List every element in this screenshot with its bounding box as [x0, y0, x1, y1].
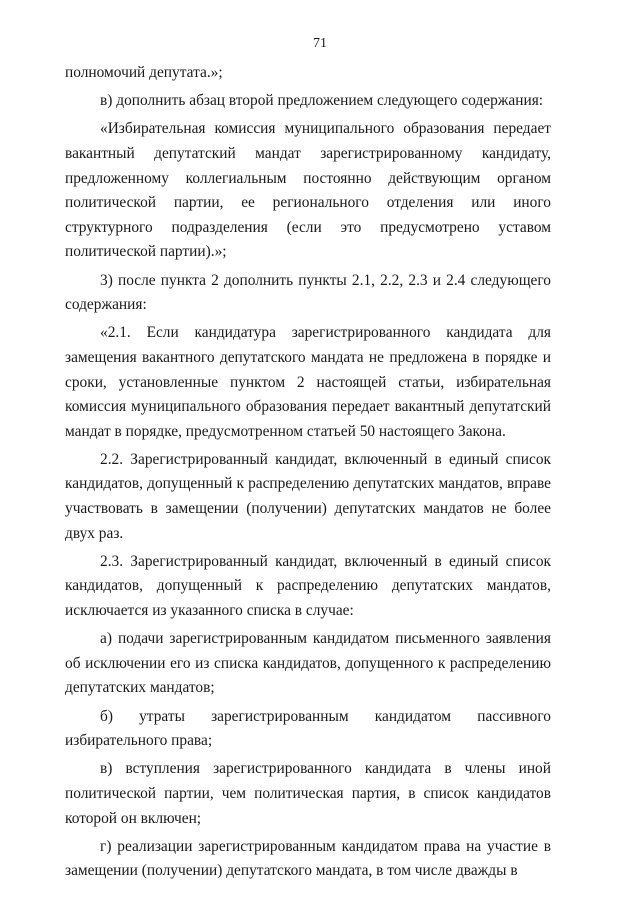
paragraph-5: «2.1. Если кандидатура зарегистрированного кандидата для замещения вакантного депутатского мандата не предложена в порядке и сроки, установленные пунктом 2 настоящей статьи, избирательная комиссия муниципального образования передает вакантный депутатский мандат в порядке, предусмотренном статьей 50 настоящего Закона. [65, 324, 551, 440]
paragraph-2: в) дополнить абзац второй предложением следующего содержания: [100, 92, 544, 110]
paragraph-4: 3) после пункта 2 дополнить пункты 2.1, 2.2, 2.3 и 2.4 следующего содержания: [65, 271, 551, 314]
paragraph-1: полномочий депутата.»; [65, 64, 223, 81]
paragraph-11: г) реализации зарегистрированным кандидатом права на участие в замещении (получении) депутатского мандата, в том числе дважды в [65, 837, 551, 880]
paragraph-3: «Избирательная комиссия муниципального образования передает вакантный депутатский мандат зарегистрированному кандидату, предложенному коллегиальным постоянно действующим органом политической партии, ее регионального отделения или иного структурного подразделения (если это предусмотрено уставом политической партии).»; [65, 120, 551, 261]
document-body [65, 61, 551, 884]
paragraph-7: 2.3. Зарегистрированный кандидат, включенный в единый список кандидатов, допущенный к распределению депутатских мандатов, исключается из указанного списка в случае: [65, 552, 551, 620]
paragraph-8: а) подачи зарегистрированным кандидатом письменного заявления об исключении его из списка кандидатов, допущенного к распределению депутатских мандатов; [65, 630, 551, 697]
page-number: 71 [313, 36, 327, 51]
paragraph-9: б) утраты зарегистрированным кандидатом пассивного избирательного права; [65, 707, 551, 750]
paragraph-6: 2.2. Зарегистрированный кандидат, включенный в единый список кандидатов, допущенный к распределению депутатских мандатов, вправе участвовать в замещении (получении) депутатских мандатов не более двух раз. [65, 450, 551, 542]
paragraph-10: в) вступления зарегистрированного кандидата в члены иной политической партии, чем политическая партия, в список кандидатов которой он включен; [65, 760, 551, 827]
